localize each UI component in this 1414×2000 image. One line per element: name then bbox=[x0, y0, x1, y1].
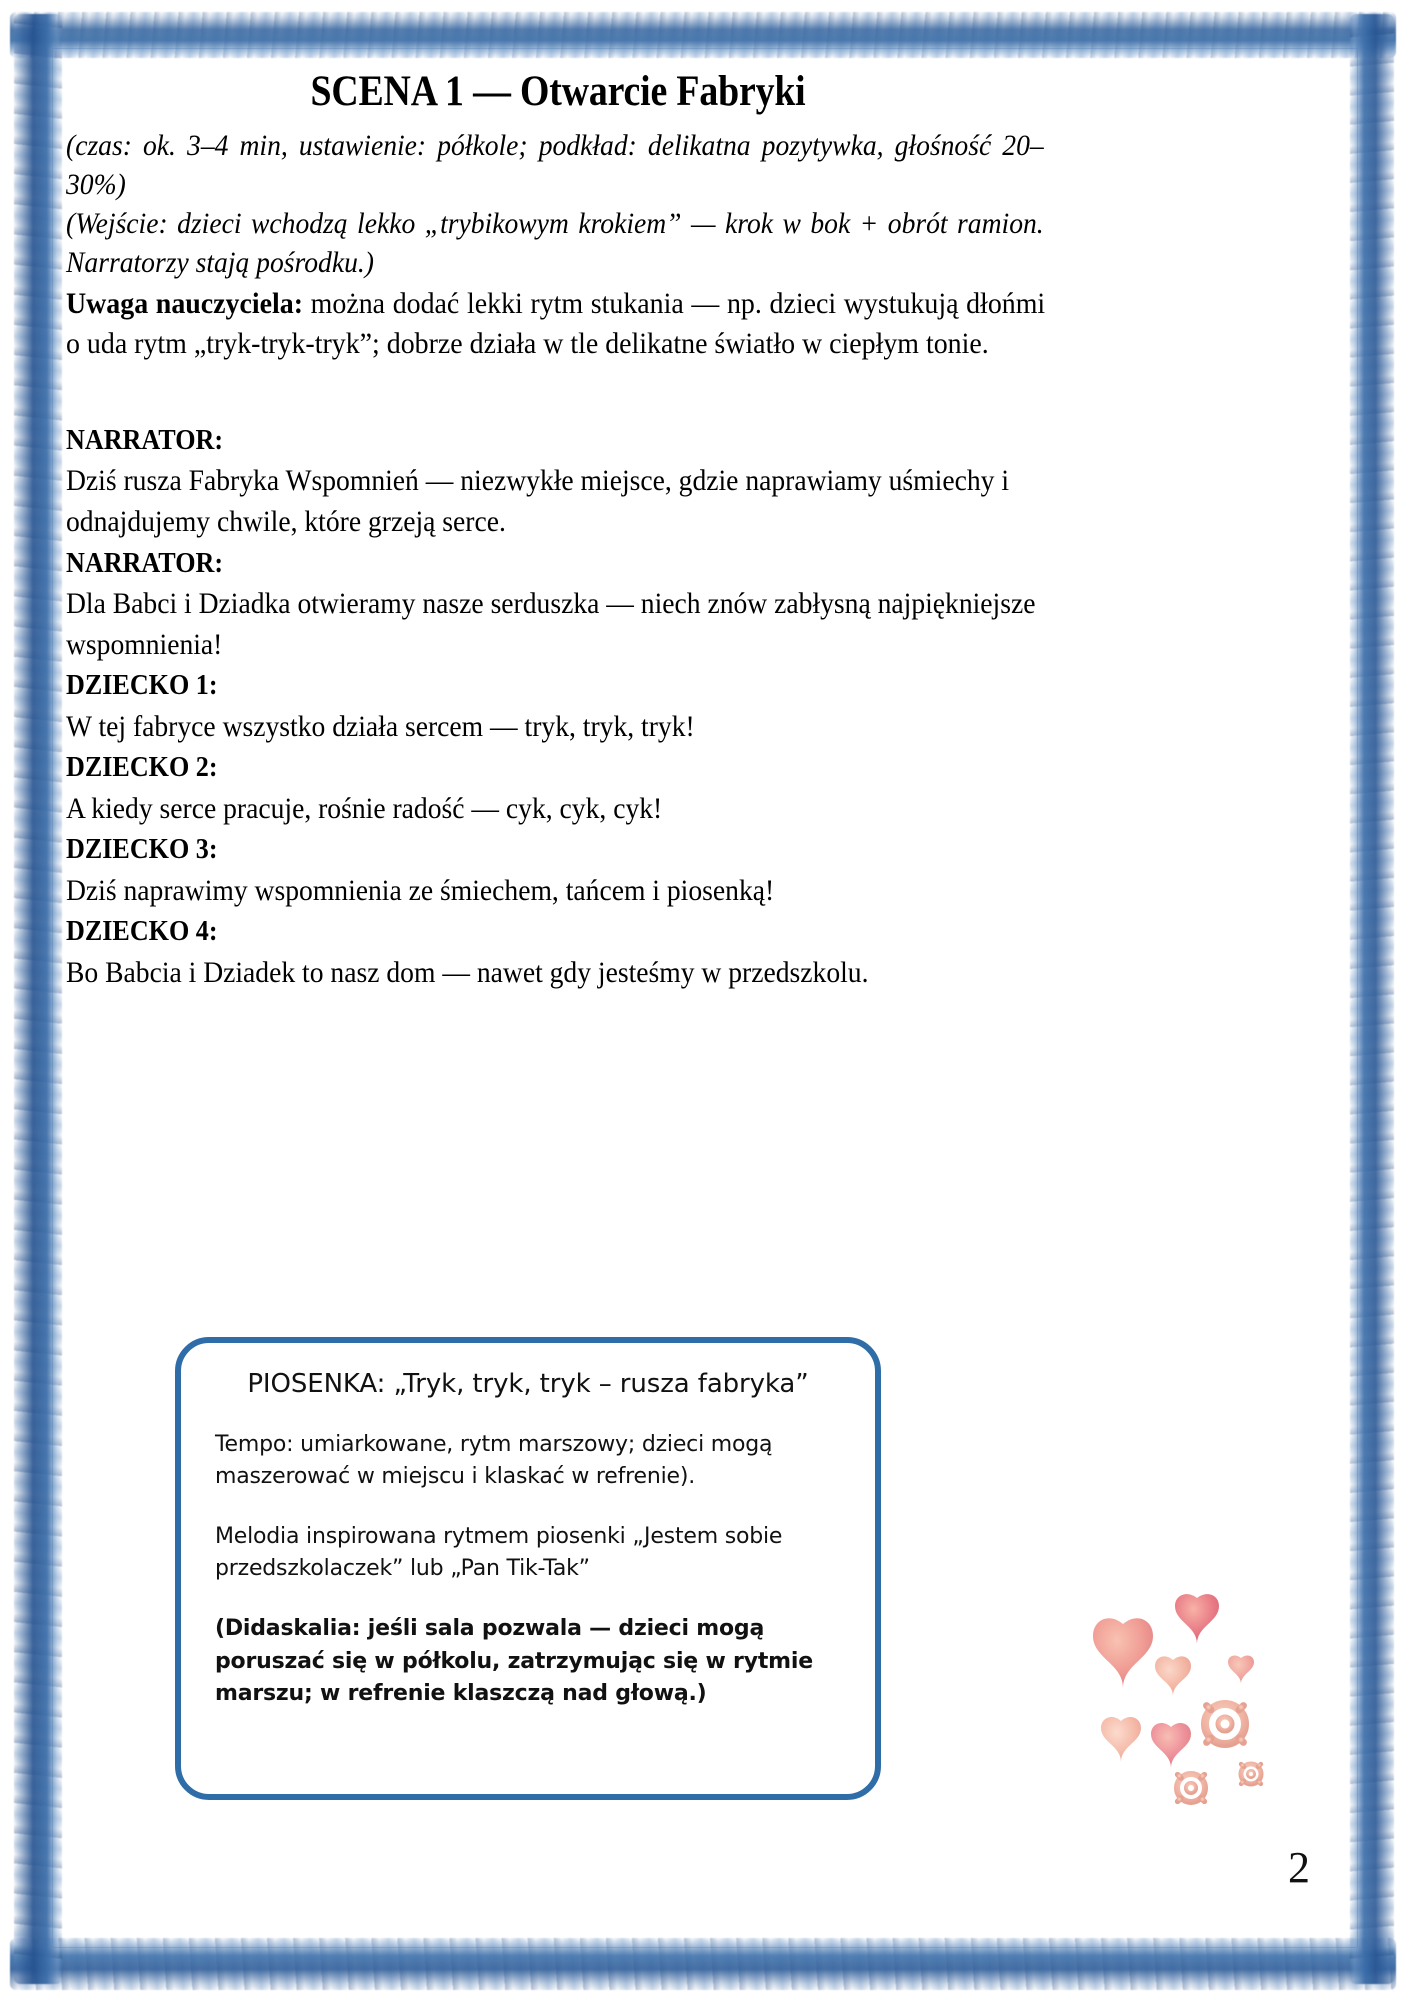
dialogue-line-dziecko-4: Bo Babcia i Dziadek to nasz dom — nawet gdy jesteśmy w przedszkolu. bbox=[66, 955, 869, 989]
dialogue-line-narrator-2: Dla Babci i Dziadka otwieramy nasze serduszka — niech znów zabłysną najpiękniejsze wspomnienia! bbox=[66, 586, 1036, 661]
speaker-label-dziecko-4: DZIECKO 4: bbox=[66, 915, 218, 948]
song-didaskalia-note: (Didaskalia: jeśli sala pozwala — dzieci mogą poruszać się w półkolu, zatrzymując się w rytmie marszu; w refrenie klaszczą nad głową.) bbox=[215, 1616, 813, 1706]
teacher-note-label: Uwaga nauczyciela: bbox=[66, 287, 304, 321]
teacher-note bbox=[66, 284, 1045, 364]
page-number: 2 bbox=[1288, 1843, 1310, 1892]
song-melody-note: Melodia inspirowana rytmem piosenki „Jestem sobie przedszkolaczek” lub „Pan Tik-Tak” bbox=[215, 1524, 783, 1582]
song-callout-box bbox=[175, 1337, 881, 1800]
speaker-label-dziecko-1: DZIECKO 1: bbox=[66, 669, 218, 702]
document-body bbox=[66, 68, 1050, 993]
section-spacer bbox=[66, 364, 1050, 420]
teacher-note-text: można dodać lekki rytm stukania — np. dzieci wystukują dłońmi o uda rytm „tryk-tryk-tryk”; dobrze działa w tle delikatne światło w ciepłym tonie. bbox=[66, 287, 1046, 361]
frame-band-bottom bbox=[10, 1938, 1396, 1990]
song-title: PIOSENKA: „Tryk, tryk, tryk – rusza fabryka” bbox=[247, 1369, 809, 1399]
frame-band-top bbox=[10, 12, 1396, 58]
dialogue-line-dziecko-2: A kiedy serce pracuje, rośnie radość — cyk, cyk, cyk! bbox=[66, 791, 663, 825]
song-callout-content bbox=[181, 1343, 875, 1730]
dialogue-line-narrator-1: Dziś rusza Fabryka Wspomnień — niezwykłe miejsce, gdzie naprawiamy uśmiechy i odnajdujemy chwile, które grzeją serce. bbox=[66, 464, 1009, 538]
page-title: SCENA 1 — Otwarcie Fabryki bbox=[310, 68, 806, 115]
frame-band-left bbox=[14, 14, 62, 1984]
frame-band-right bbox=[1350, 14, 1394, 1984]
stage-note-entrance: (Wejście: dzieci wchodzą lekko „trybikowym krokiem” — krok w bok + obrót ramion. Narratorzy stają pośrodku.) bbox=[66, 207, 1044, 280]
stage-note-timing: (czas: ok. 3–4 min, ustawienie: półkole; podkład: delikatna pozytywka, głośność 20–30%) bbox=[66, 129, 1044, 202]
speaker-label-narrator-1: NARRATOR: bbox=[66, 423, 224, 456]
speaker-label-narrator-2: NARRATOR: bbox=[66, 546, 224, 579]
hearts-and-gears-icon bbox=[1085, 1592, 1295, 1822]
dialogue-line-dziecko-1: W tej fabryce wszystko działa sercem — tryk, tryk, tryk! bbox=[66, 709, 695, 743]
dialogue-line-dziecko-3: Dziś naprawimy wspomnienia ze śmiechem, tańcem i piosenką! bbox=[66, 873, 775, 907]
speaker-label-dziecko-2: DZIECKO 2: bbox=[66, 751, 218, 784]
song-tempo-note: Tempo: umiarkowane, rytm marszowy; dzieci mogą maszerować w miejscu i klaskać w refrenie). bbox=[215, 1432, 773, 1490]
speaker-label-dziecko-3: DZIECKO 3: bbox=[66, 833, 218, 866]
